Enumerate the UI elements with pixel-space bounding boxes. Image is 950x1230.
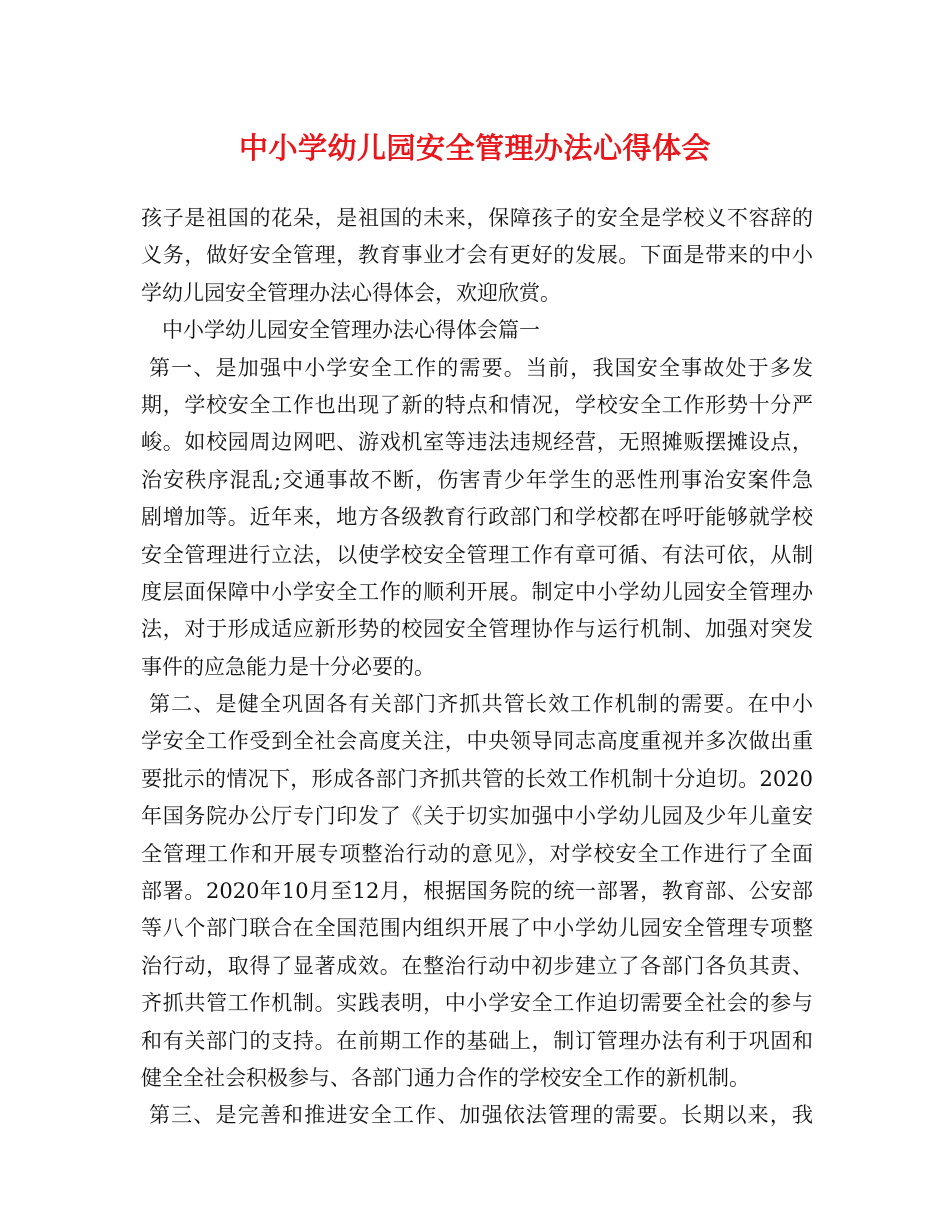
body-line: 峻。如校园周边网吧、游戏机室等违法违规经营，无照摊贩摆摊设点， [141, 430, 813, 455]
body-line: 年国务院办公厅专门印发了《关于切实加强中小学幼儿园及少年儿童安 [141, 804, 813, 829]
body-line: 剧增加等。近年来，地方各级教育行政部门和学校都在呼吁能够就学校 [141, 505, 813, 530]
body-line: 齐抓共管工作机制。实践表明，中小学安全工作迫切需要全社会的参与 [141, 991, 813, 1016]
body-line: 第一、是加强中小学安全工作的需要。当前，我国安全事故处于多发 [149, 355, 813, 380]
body-line: 等八个部门联合在全国范围内组织开展了中小学幼儿园安全管理专项整 [141, 916, 813, 941]
document-title: 中小学幼儿园安全管理办法心得体会 [238, 131, 711, 165]
body-line: 孩子是祖国的花朵，是祖国的未来，保障孩子的安全是学校义不容辞的 [141, 206, 813, 230]
body-line: 健全全社会积极参与、各部门通力合作的学校安全工作的新机制。 [141, 1065, 750, 1090]
body-line: 和有关部门的支持。在前期工作的基础上，制订管理办法有利于巩固和 [141, 1028, 813, 1053]
body-line: 第三、是完善和推进安全工作、加强依法管理的需要。长期以来，我 [149, 1103, 813, 1128]
document-body [141, 200, 813, 1135]
body-line: 第二、是健全巩固各有关部门齐抓共管长效工作机制的需要。在中小 [149, 692, 813, 717]
body-line: 要批示的情况下，形成各部门齐抓共管的长效工作机制十分迫切。2020 [141, 766, 813, 791]
body-line: 安全管理进行立法，以使学校安全管理工作有章可循、有法可依，从制 [141, 542, 813, 567]
body-line: 法，对于形成适应新形势的校园安全管理协作与运行机制、加强对突发 [141, 617, 813, 642]
body-line: 期，学校安全工作也出现了新的特点和情况，学校安全工作形势十分严 [141, 392, 813, 417]
section-heading: 中小学幼儿园安全管理办法心得体会篇一 [162, 318, 540, 343]
body-line: 治安秩序混乱;交通事故不断，伤害青少年学生的恶性刑事治安案件急 [141, 467, 813, 492]
body-line: 学幼儿园安全管理办法心得体会，欢迎欣赏。 [141, 280, 561, 305]
body-line: 全管理工作和开展专项整治行动的意见》，对学校安全工作进行了全面 [141, 841, 813, 866]
body-line: 度层面保障中小学安全工作的顺利开展。制定中小学幼儿园安全管理办 [141, 579, 813, 604]
body-line: 义务，做好安全管理，教育事业才会有更好的发展。下面是带来的中小 [141, 243, 813, 268]
body-line: 学安全工作受到全社会高度关注，中央领导同志高度重视并多次做出重 [141, 729, 813, 754]
body-line: 部署。2020年10月至12月，根据国务院的统一部署，教育部、公安部 [141, 879, 813, 904]
body-line: 治行动，取得了显著成效。在整治行动中初步建立了各部门各负其责、 [141, 953, 813, 978]
body-line: 事件的应急能力是十分必要的。 [141, 654, 435, 679]
